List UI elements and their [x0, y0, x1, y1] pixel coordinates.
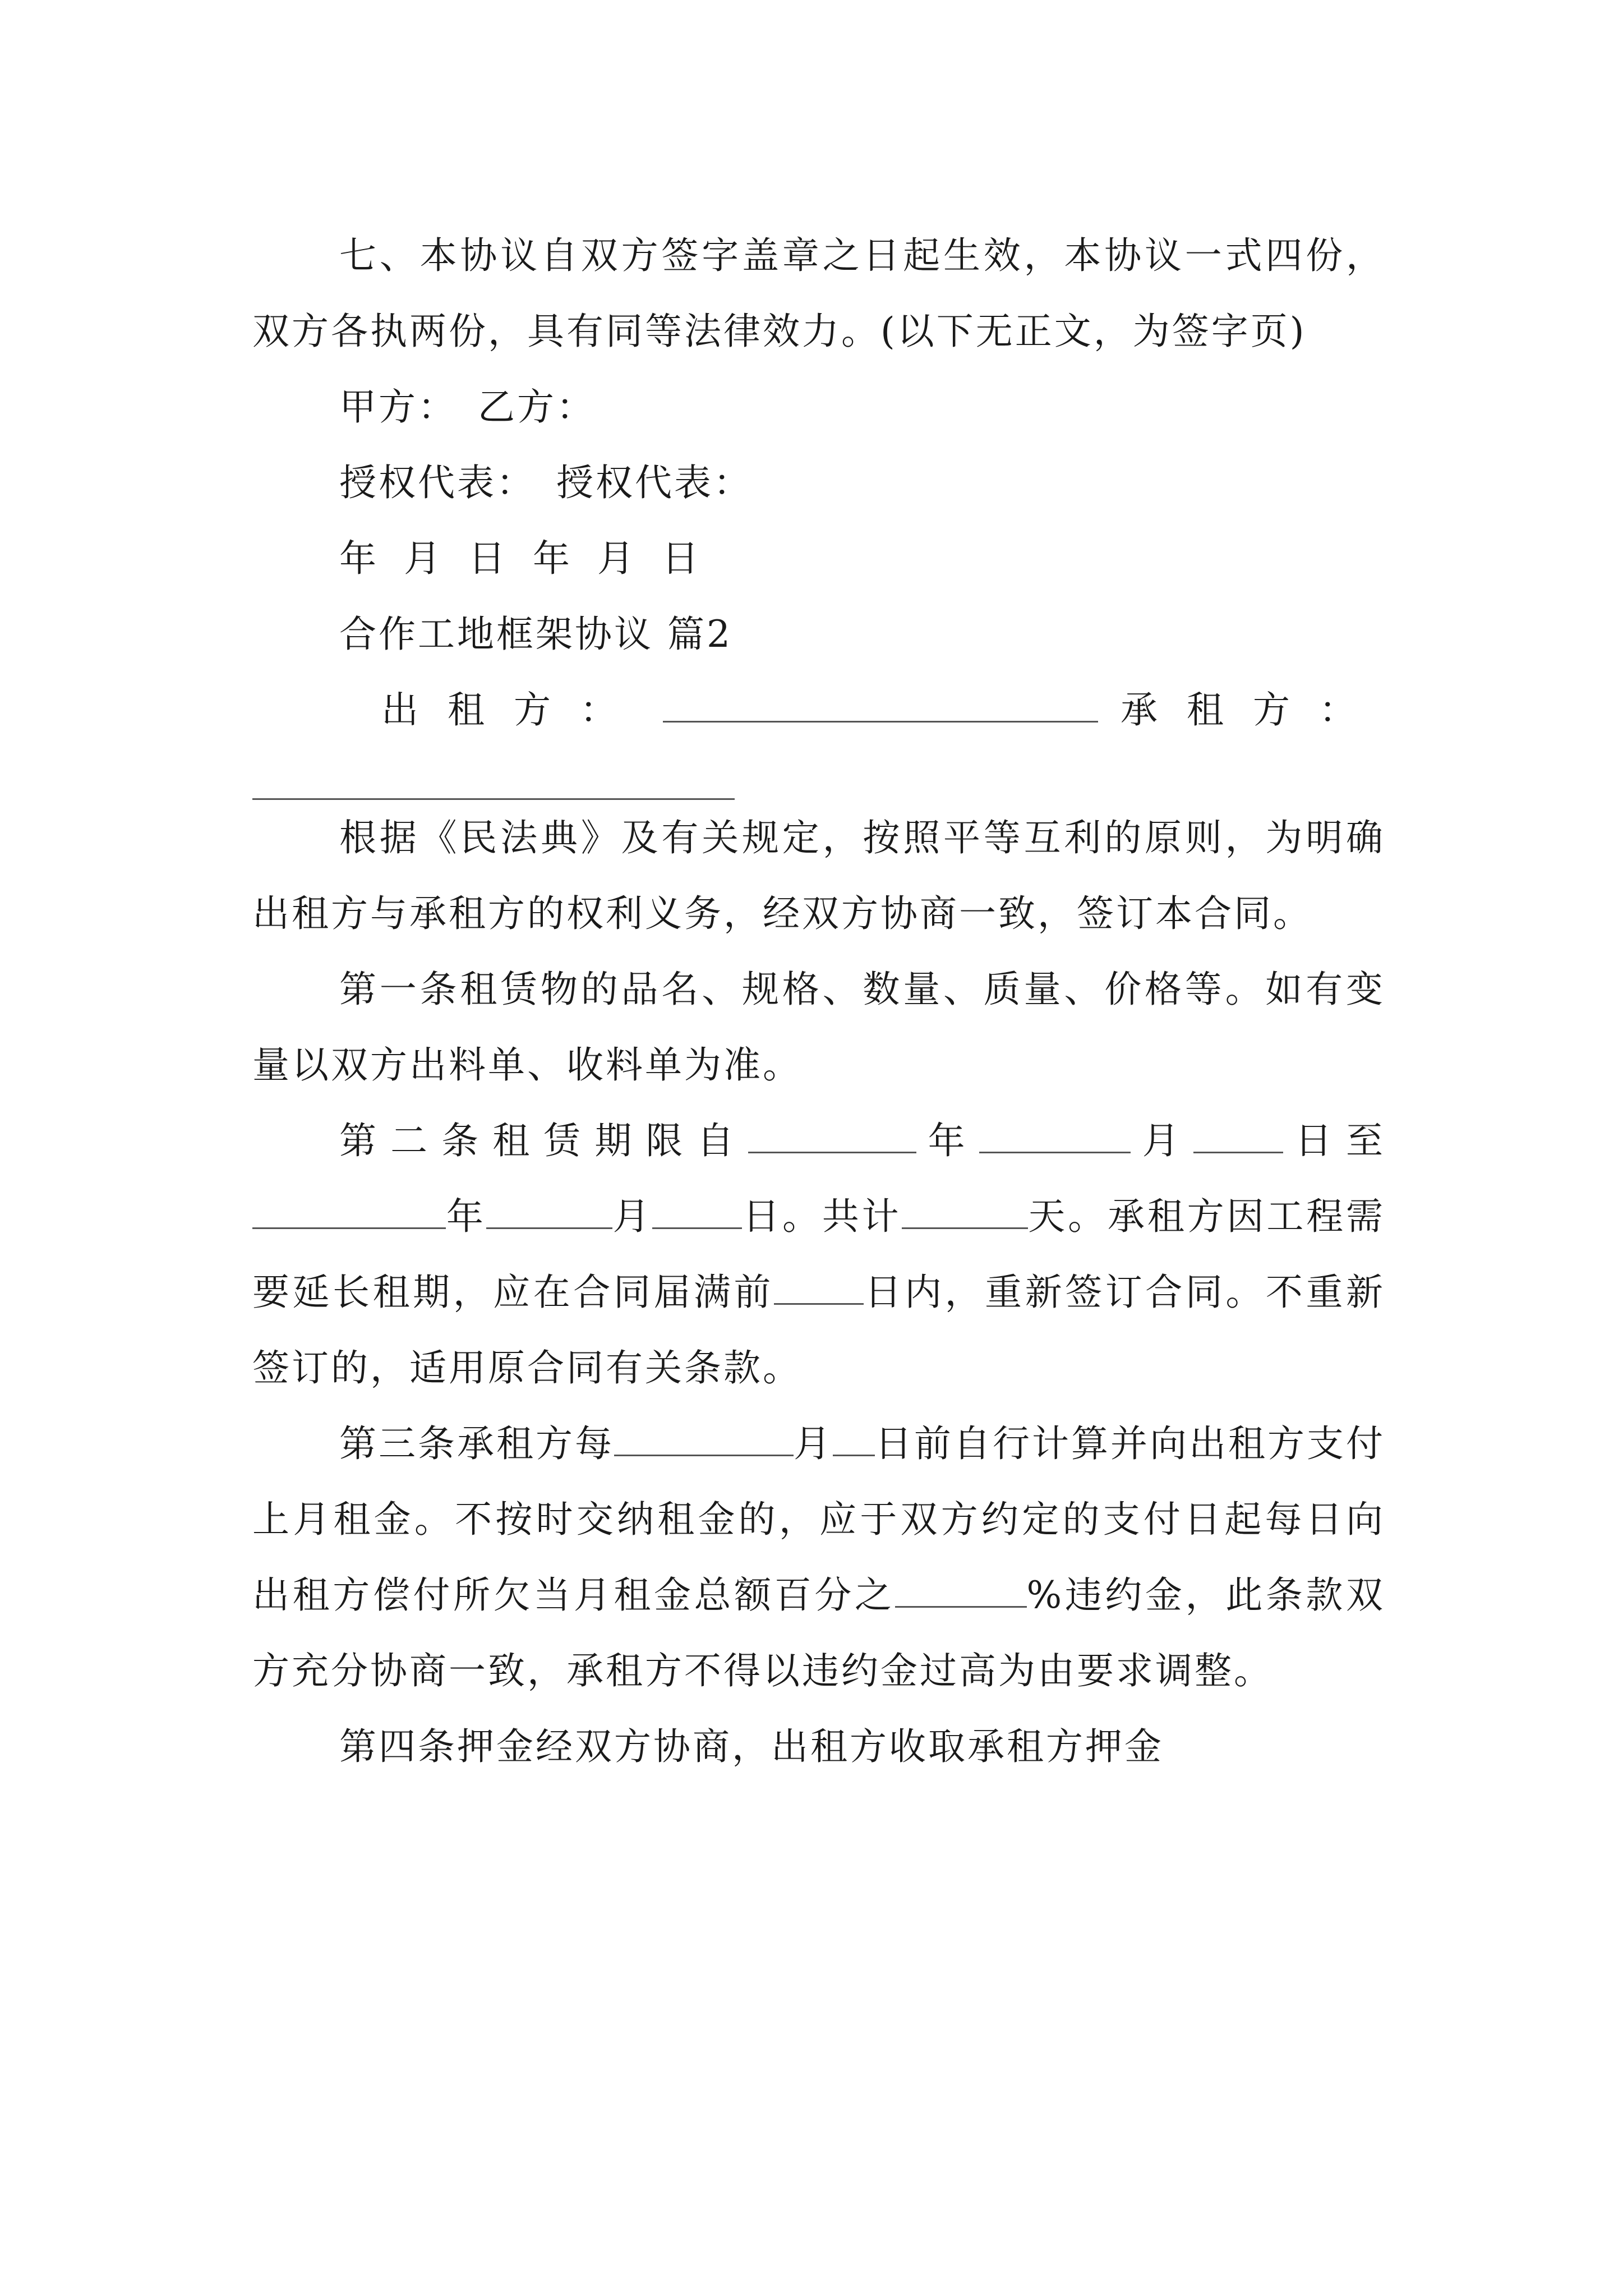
blank-payment-day: [833, 1423, 875, 1456]
parties-line: [252, 672, 1385, 748]
lessor-blank: [663, 687, 1098, 723]
article-2-year-2: 年: [446, 1195, 486, 1238]
lessee-label: 承租方：: [1121, 688, 1385, 731]
article-4: 第四条押金经双方协商，出租方收取承租方押金: [339, 1725, 1164, 1768]
blank-end-day: [652, 1196, 742, 1229]
blank-payment-month: [614, 1423, 794, 1456]
article-2-month-2: 月: [612, 1195, 653, 1238]
blank-notice-days: [774, 1272, 864, 1305]
article-3: [252, 1406, 1385, 1709]
article-2-start: 第二条租赁期限自: [339, 1119, 748, 1162]
article-2-year: 年: [916, 1119, 979, 1162]
article-3-tail: %违约金，此条款双方充分协商一致，承租方不得以违约金过高为由要求调整。: [252, 1573, 1386, 1692]
intro-paragraph: 根据《民法典》及有关规定，按照平等互利的原则，为明确出租方与承租方的权利义务，经双方协商一致，签订本合同。: [252, 816, 1385, 935]
signature-dates: 年 月 日 年 月 日: [339, 537, 707, 580]
article-3-start: 第三条承租方每: [339, 1422, 614, 1465]
blank-penalty-percent: [895, 1575, 1027, 1608]
signature-parties: 甲方： 乙方：: [339, 385, 596, 429]
article-3-body: 日前自行计算并向出租方支付上月租金。不按时交纳租金的，应于双方约定的支付日起每日向出租方偿付所欠当月租金总额百分之: [252, 1422, 1385, 1617]
blank-end-month: [486, 1196, 612, 1229]
clause-7: 七、本协议自双方签字盖章之日起生效，本协议一式四份，双方各执两份，具有同等法律效力。(以下无正文，为签字页): [252, 234, 1385, 353]
article-2-extension: 天。承租方因工程需要延长租期，应在合同届满前: [252, 1195, 1386, 1314]
document-body: [252, 218, 1385, 1784]
lessor-label: 出租方：: [381, 688, 646, 731]
article-2-tail: 日内，重新签订合同。不重新签订的，适用原合同有关条款。: [252, 1271, 1385, 1389]
blank-start-month: [979, 1120, 1131, 1153]
article-1: 第一条租赁物的品名、规格、数量、质量、价格等。如有变量以双方出料单、收料单为准。: [252, 968, 1385, 1087]
article-2-month: 月: [1130, 1119, 1193, 1162]
blank-start-year: [748, 1120, 916, 1153]
article-2-day-total: 日。共计: [742, 1195, 902, 1238]
article-2: [252, 1103, 1385, 1406]
article-2-day-to: 日至: [1283, 1119, 1386, 1162]
blank-total-days: [902, 1196, 1028, 1229]
lessee-blank: [252, 748, 735, 800]
blank-end-year: [252, 1196, 446, 1229]
blank-start-day: [1193, 1120, 1283, 1153]
signature-representatives: 授权代表： 授权代表：: [339, 461, 753, 504]
article-3-month: 月: [794, 1422, 833, 1465]
section-2-title: 合作工地框架协议 篇2: [339, 613, 732, 656]
